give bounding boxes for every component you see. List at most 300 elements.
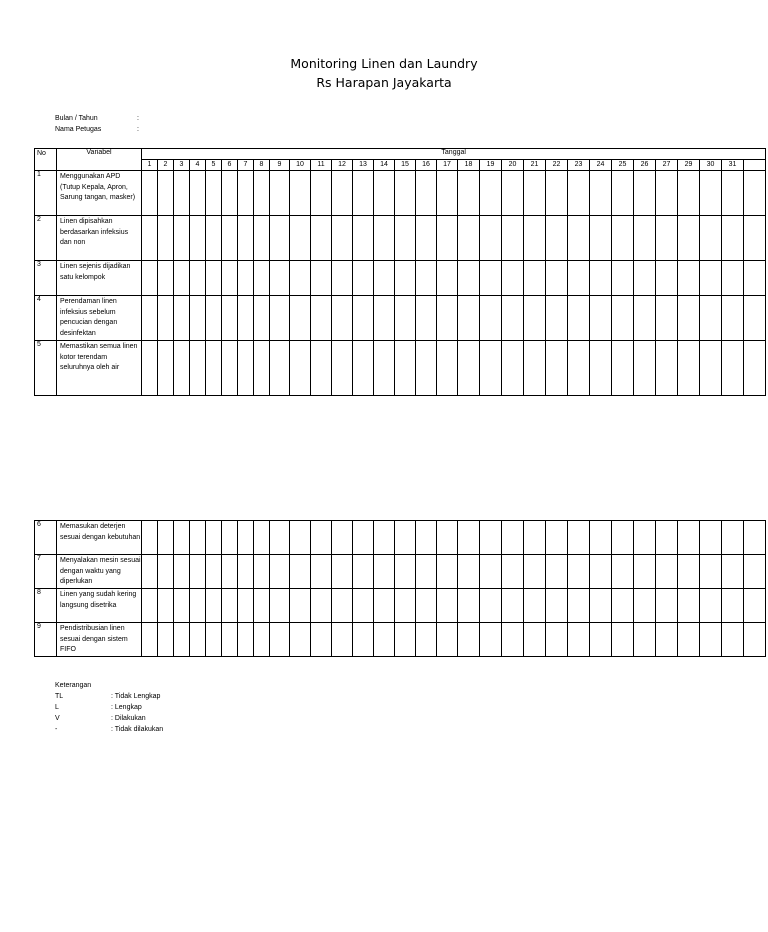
checklist-cell[interactable] [395,589,416,623]
row-variable: Menyalakan mesin sesuai dengan waktu yang diperlukan [57,555,142,589]
checklist-cell[interactable] [311,555,332,589]
checklist-cell[interactable] [700,216,722,261]
checklist-cell[interactable] [238,296,254,341]
checklist-cell[interactable] [332,521,353,555]
checklist-cell[interactable] [374,216,395,261]
checklist-cell[interactable] [480,623,502,657]
checklist-cell[interactable] [142,555,158,589]
checklist-cell[interactable] [238,555,254,589]
checklist-cell[interactable] [744,521,766,555]
checklist-cell[interactable] [190,296,206,341]
checklist-cell[interactable] [524,296,546,341]
checklist-cell[interactable] [480,341,502,396]
checklist-cell[interactable] [590,171,612,216]
checklist-cell[interactable] [174,296,190,341]
checklist-cell[interactable] [416,341,437,396]
day-number-29: 29 [678,160,700,171]
checklist-cell[interactable] [612,171,634,216]
checklist-cell[interactable] [254,261,270,296]
checklist-cell[interactable] [546,341,568,396]
checklist-cell[interactable] [656,216,678,261]
checklist-cell[interactable] [374,261,395,296]
day-number-25: 25 [612,160,634,171]
checklist-cell[interactable] [524,555,546,589]
checklist-cell[interactable] [656,555,678,589]
meta-month-year [55,115,139,122]
checklist-cell[interactable] [502,341,524,396]
checklist-cell[interactable] [374,521,395,555]
table-row [35,521,766,555]
checklist-cell[interactable] [254,296,270,341]
checklist-cell[interactable] [634,589,656,623]
checklist-cell[interactable] [722,216,744,261]
checklist-cell[interactable] [458,261,480,296]
checklist-cell[interactable] [238,171,254,216]
checklist-cell[interactable] [374,296,395,341]
checklist-cell[interactable] [222,623,238,657]
checklist-cell[interactable] [612,261,634,296]
checklist-cell[interactable] [174,555,190,589]
checklist-cell[interactable] [546,623,568,657]
checklist-cell[interactable] [332,216,353,261]
checklist-cell[interactable] [142,521,158,555]
checklist-cell[interactable] [290,341,311,396]
checklist-cell[interactable] [353,216,374,261]
checklist-cell[interactable] [270,341,290,396]
checklist-cell[interactable] [332,341,353,396]
checklist-cell[interactable] [744,296,766,341]
checklist-cell[interactable] [656,589,678,623]
checklist-cell[interactable] [332,296,353,341]
header-date: Tanggal [142,149,766,160]
checklist-cell[interactable] [190,589,206,623]
checklist-cell[interactable] [254,521,270,555]
day-number-6: 6 [222,160,238,171]
checklist-cell[interactable] [290,589,311,623]
checklist-cell[interactable] [174,341,190,396]
checklist-cell[interactable] [524,521,546,555]
checklist-cell[interactable] [142,341,158,396]
checklist-cell[interactable] [190,171,206,216]
checklist-cell[interactable] [612,555,634,589]
checklist-cell[interactable] [568,171,590,216]
checklist-cell[interactable] [416,555,437,589]
checklist-cell[interactable] [353,296,374,341]
checklist-cell[interactable] [353,589,374,623]
checklist-cell[interactable] [332,555,353,589]
checklist-cell[interactable] [502,296,524,341]
checklist-cell[interactable] [158,296,174,341]
checklist-cell[interactable] [374,589,395,623]
checklist-cell[interactable] [190,521,206,555]
checklist-cell[interactable] [678,623,700,657]
checklist-cell[interactable] [744,341,766,396]
checklist-cell[interactable] [656,261,678,296]
checklist-cell[interactable] [678,261,700,296]
checklist-cell[interactable] [437,216,458,261]
checklist-cell[interactable] [458,623,480,657]
checklist-cell[interactable] [353,521,374,555]
checklist-cell[interactable] [437,521,458,555]
checklist-cell[interactable] [546,261,568,296]
checklist-cell[interactable] [374,341,395,396]
checklist-cell[interactable] [546,521,568,555]
checklist-cell[interactable] [311,216,332,261]
checklist-cell[interactable] [656,521,678,555]
checklist-cell[interactable] [744,589,766,623]
checklist-cell[interactable] [568,521,590,555]
checklist-cell[interactable] [722,296,744,341]
checklist-cell[interactable] [416,521,437,555]
checklist-cell[interactable] [142,589,158,623]
checklist-cell[interactable] [254,623,270,657]
checklist-cell[interactable] [612,341,634,396]
checklist-cell[interactable] [142,171,158,216]
checklist-cell[interactable] [437,623,458,657]
checklist-cell[interactable] [222,216,238,261]
checklist-cell[interactable] [722,555,744,589]
header-variable: Variabel [57,149,142,171]
day-number-10: 10 [290,160,311,171]
checklist-cell[interactable] [502,555,524,589]
checklist-cell[interactable] [568,341,590,396]
checklist-cell[interactable] [568,555,590,589]
checklist-cell[interactable] [190,341,206,396]
legend-code: V [55,715,60,722]
checklist-cell[interactable] [353,623,374,657]
checklist-cell[interactable] [437,589,458,623]
checklist-cell[interactable] [634,216,656,261]
checklist-cell[interactable] [480,555,502,589]
day-number-14: 14 [374,160,395,171]
checklist-cell[interactable] [700,555,722,589]
checklist-cell[interactable] [158,341,174,396]
checklist-cell[interactable] [254,589,270,623]
checklist-cell[interactable] [744,623,766,657]
checklist-cell[interactable] [290,555,311,589]
checklist-cell[interactable] [744,171,766,216]
checklist-cell[interactable] [290,171,311,216]
checklist-cell[interactable] [270,171,290,216]
checklist-cell[interactable] [722,171,744,216]
checklist-cell[interactable] [311,589,332,623]
checklist-cell[interactable] [678,555,700,589]
checklist-cell[interactable] [395,261,416,296]
checklist-cell[interactable] [437,171,458,216]
checklist-cell[interactable] [222,589,238,623]
checklist-cell[interactable] [206,589,222,623]
checklist-cell[interactable] [722,261,744,296]
checklist-cell[interactable] [590,623,612,657]
checklist-cell[interactable] [568,623,590,657]
checklist-cell[interactable] [524,341,546,396]
checklist-cell[interactable] [590,555,612,589]
checklist-cell[interactable] [437,261,458,296]
checklist-cell[interactable] [270,216,290,261]
checklist-cell[interactable] [238,521,254,555]
checklist-cell[interactable] [458,216,480,261]
checklist-cell[interactable] [744,216,766,261]
checklist-cell[interactable] [480,589,502,623]
checklist-cell[interactable] [480,296,502,341]
checklist-cell[interactable] [190,261,206,296]
checklist-cell[interactable] [546,555,568,589]
checklist-cell[interactable] [190,623,206,657]
checklist-cell[interactable] [546,216,568,261]
checklist-cell[interactable] [524,623,546,657]
checklist-cell[interactable] [502,623,524,657]
checklist-cell[interactable] [374,623,395,657]
checklist-cell[interactable] [634,521,656,555]
checklist-cell[interactable] [722,589,744,623]
checklist-cell[interactable] [416,171,437,216]
checklist-cell[interactable] [270,296,290,341]
checklist-cell[interactable] [634,261,656,296]
table-row [35,623,766,657]
checklist-cell[interactable] [290,296,311,341]
checklist-cell[interactable] [502,261,524,296]
checklist-cell[interactable] [290,521,311,555]
checklist-cell[interactable] [458,171,480,216]
checklist-cell[interactable] [458,521,480,555]
checklist-cell[interactable] [311,296,332,341]
checklist-cell[interactable] [290,623,311,657]
checklist-cell[interactable] [290,261,311,296]
checklist-cell[interactable] [311,171,332,216]
checklist-cell[interactable] [568,261,590,296]
day-number-22: 22 [546,160,568,171]
checklist-cell[interactable] [416,589,437,623]
checklist-cell[interactable] [353,261,374,296]
checklist-cell[interactable] [700,296,722,341]
checklist-cell[interactable] [142,216,158,261]
checklist-cell[interactable] [222,261,238,296]
day-number-18: 18 [458,160,480,171]
checklist-cell[interactable] [254,555,270,589]
checklist-cell[interactable] [722,521,744,555]
checklist-cell[interactable] [158,589,174,623]
checklist-cell[interactable] [395,296,416,341]
checklist-cell[interactable] [238,341,254,396]
checklist-cell[interactable] [158,216,174,261]
checklist-cell[interactable] [206,261,222,296]
checklist-cell[interactable] [458,341,480,396]
checklist-cell[interactable] [222,171,238,216]
checklist-cell[interactable] [395,623,416,657]
checklist-cell[interactable] [502,521,524,555]
checklist-cell[interactable] [722,623,744,657]
checklist-cell[interactable] [568,296,590,341]
checklist-cell[interactable] [480,261,502,296]
checklist-cell[interactable] [634,555,656,589]
checklist-cell[interactable] [174,216,190,261]
checklist-cell[interactable] [480,216,502,261]
checklist-cell[interactable] [311,521,332,555]
checklist-cell[interactable] [678,521,700,555]
checklist-cell[interactable] [222,341,238,396]
checklist-cell[interactable] [395,555,416,589]
checklist-cell[interactable] [416,623,437,657]
checklist-cell[interactable] [174,171,190,216]
checklist-cell[interactable] [744,555,766,589]
checklist-cell[interactable] [656,341,678,396]
checklist-cell[interactable] [332,261,353,296]
checklist-cell[interactable] [590,341,612,396]
checklist-cell[interactable] [590,296,612,341]
checklist-cell[interactable] [270,589,290,623]
row-number: 9 [35,623,57,657]
checklist-cell[interactable] [142,623,158,657]
checklist-cell[interactable] [416,216,437,261]
checklist-cell[interactable] [502,216,524,261]
checklist-cell[interactable] [656,171,678,216]
checklist-cell[interactable] [206,216,222,261]
checklist-cell[interactable] [722,341,744,396]
checklist-cell[interactable] [174,623,190,657]
checklist-cell[interactable] [480,171,502,216]
checklist-cell[interactable] [174,521,190,555]
checklist-cell[interactable] [458,296,480,341]
checklist-cell[interactable] [254,216,270,261]
checklist-cell[interactable] [238,216,254,261]
checklist-cell[interactable] [270,261,290,296]
checklist-cell[interactable] [700,341,722,396]
checklist-cell[interactable] [353,341,374,396]
checklist-cell[interactable] [238,589,254,623]
checklist-cell[interactable] [206,623,222,657]
checklist-cell[interactable] [142,296,158,341]
checklist-cell[interactable] [590,216,612,261]
day-number-20: 20 [502,160,524,171]
checklist-cell[interactable] [416,296,437,341]
checklist-cell[interactable] [546,171,568,216]
checklist-cell[interactable] [590,521,612,555]
checklist-cell[interactable] [524,216,546,261]
checklist-cell[interactable] [437,555,458,589]
checklist-cell[interactable] [270,521,290,555]
checklist-cell[interactable] [174,589,190,623]
checklist-cell[interactable] [254,341,270,396]
checklist-cell[interactable] [634,341,656,396]
checklist-cell[interactable] [190,555,206,589]
checklist-cell[interactable] [158,521,174,555]
checklist-cell[interactable] [700,589,722,623]
checklist-cell[interactable] [395,341,416,396]
checklist-cell[interactable] [206,521,222,555]
checklist-cell[interactable] [524,261,546,296]
checklist-cell[interactable] [254,171,270,216]
checklist-cell[interactable] [700,623,722,657]
checklist-cell[interactable] [270,623,290,657]
checklist-cell[interactable] [678,296,700,341]
checklist-cell[interactable] [502,589,524,623]
checklist-cell[interactable] [222,296,238,341]
checklist-cell[interactable] [524,171,546,216]
checklist-cell[interactable] [612,623,634,657]
checklist-cell[interactable] [395,216,416,261]
checklist-cell[interactable] [612,216,634,261]
checklist-cell[interactable] [656,623,678,657]
checklist-cell[interactable] [332,589,353,623]
checklist-cell[interactable] [374,555,395,589]
checklist-cell[interactable] [744,261,766,296]
checklist-cell[interactable] [290,216,311,261]
checklist-cell[interactable] [332,623,353,657]
legend-code: TL [55,693,64,700]
checklist-cell[interactable] [270,555,290,589]
checklist-cell[interactable] [480,521,502,555]
checklist-cell[interactable] [416,261,437,296]
checklist-cell[interactable] [353,171,374,216]
checklist-cell[interactable] [311,623,332,657]
checklist-cell[interactable] [374,171,395,216]
legend-description: : Dilakukan [111,715,146,722]
checklist-cell[interactable] [311,261,332,296]
day-number-4: 4 [190,160,206,171]
checklist-cell[interactable] [634,623,656,657]
checklist-cell[interactable] [206,341,222,396]
checklist-cell[interactable] [458,589,480,623]
checklist-cell[interactable] [678,589,700,623]
checklist-cell[interactable] [546,296,568,341]
checklist-cell[interactable] [656,296,678,341]
checklist-cell[interactable] [700,171,722,216]
checklist-cell[interactable] [612,589,634,623]
checklist-cell[interactable] [311,341,332,396]
legend-item [55,691,163,702]
checklist-cell[interactable] [332,171,353,216]
row-variable: Linen yang sudah kering langsung disetrika [57,589,142,623]
checklist-cell[interactable] [700,261,722,296]
checklist-cell[interactable] [395,171,416,216]
checklist-cell[interactable] [142,261,158,296]
checklist-cell[interactable] [524,589,546,623]
checklist-cell[interactable] [458,555,480,589]
checklist-cell[interactable] [568,589,590,623]
checklist-cell[interactable] [678,171,700,216]
checklist-cell[interactable] [222,521,238,555]
checklist-cell[interactable] [206,171,222,216]
checklist-cell[interactable] [700,521,722,555]
checklist-cell[interactable] [502,171,524,216]
checklist-cell[interactable] [238,623,254,657]
checklist-cell[interactable] [546,589,568,623]
checklist-cell[interactable] [206,296,222,341]
checklist-cell[interactable] [678,341,700,396]
checklist-cell[interactable] [353,555,374,589]
checklist-cell[interactable] [158,623,174,657]
checklist-cell[interactable] [612,521,634,555]
checklist-cell[interactable] [590,261,612,296]
checklist-cell[interactable] [158,171,174,216]
checklist-cell[interactable] [590,589,612,623]
checklist-cell[interactable] [437,296,458,341]
checklist-cell[interactable] [222,555,238,589]
checklist-cell[interactable] [158,555,174,589]
checklist-cell[interactable] [612,296,634,341]
checklist-cell[interactable] [174,261,190,296]
checklist-cell[interactable] [190,216,206,261]
checklist-cell[interactable] [568,216,590,261]
checklist-cell[interactable] [678,216,700,261]
checklist-cell[interactable] [437,341,458,396]
checklist-cell[interactable] [395,521,416,555]
checklist-cell[interactable] [634,296,656,341]
checklist-cell[interactable] [634,171,656,216]
checklist-cell[interactable] [158,261,174,296]
checklist-cell[interactable] [206,555,222,589]
checklist-cell[interactable] [238,261,254,296]
